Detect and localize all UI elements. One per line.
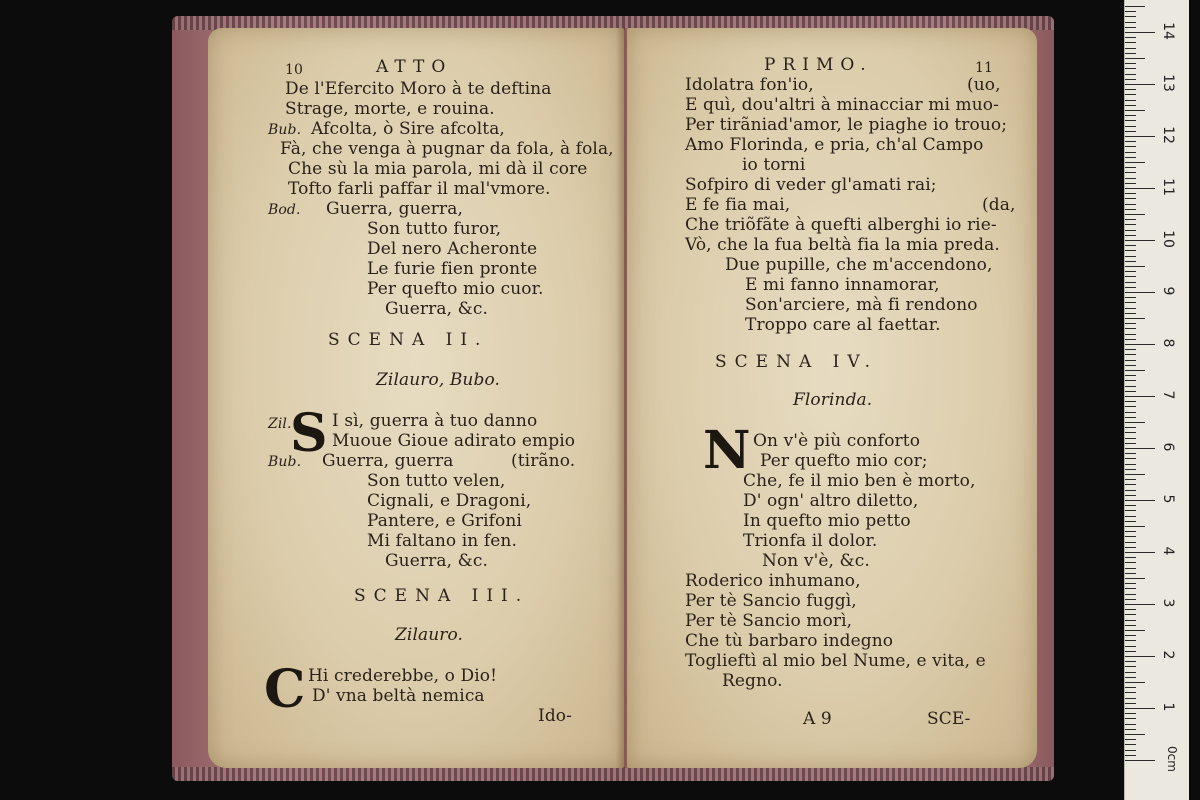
verse-line: Troppo care al faettar. [745, 315, 941, 335]
ruler-tick [1125, 152, 1136, 153]
verse-line: De l'Efercito Moro à te deftina [285, 79, 552, 99]
verse-line: Per quefto mio cor; [760, 451, 928, 471]
ruler-tick [1125, 505, 1136, 506]
ruler-tick [1125, 744, 1136, 745]
running-head: PRIMO. [764, 55, 873, 75]
verse-line: (da, [982, 195, 1016, 215]
ruler-number: 13 [1160, 74, 1176, 92]
verse-line: E mi fanno innamorar, [745, 275, 940, 295]
ruler-tick [1125, 734, 1145, 735]
ruler-tick [1125, 302, 1136, 303]
drop-capital: N [703, 420, 751, 481]
ruler-tick [1125, 458, 1136, 459]
ruler-tick [1125, 100, 1136, 101]
ruler-tick [1125, 687, 1136, 688]
ruler-tick [1125, 6, 1145, 7]
scene-heading: SCENA II. [328, 330, 489, 350]
ruler-number: 12 [1160, 126, 1176, 144]
drop-capital: S [290, 403, 328, 464]
ruler-tick [1125, 188, 1155, 189]
ruler-tick [1125, 500, 1155, 501]
ruler-tick [1125, 53, 1136, 54]
ruler-tick [1125, 708, 1155, 709]
ruler-tick [1125, 48, 1136, 49]
verse-line: Regno. [722, 671, 783, 691]
ruler-tick [1125, 557, 1136, 558]
verse-line: Guerra, guerra [322, 451, 454, 471]
ruler-tick [1125, 328, 1136, 329]
ruler-tick [1125, 750, 1136, 751]
verse-line: Amo Florinda, e pria, ch'al Campo [685, 135, 984, 155]
ruler-tick [1125, 495, 1136, 496]
ruler-tick [1125, 547, 1136, 548]
ruler-tick [1125, 27, 1136, 28]
ruler-tick [1125, 562, 1136, 563]
ruler-tick [1125, 692, 1136, 693]
ruler-tick [1125, 250, 1136, 251]
ruler-tick [1125, 313, 1136, 314]
ruler-tick [1125, 240, 1155, 241]
ruler-tick [1125, 110, 1145, 111]
ruler-tick [1125, 261, 1136, 262]
ruler-tick [1125, 349, 1136, 350]
ruler-tick [1125, 432, 1136, 433]
ruler-tick [1125, 370, 1145, 371]
verse-line: E fe fia mai, [685, 195, 791, 215]
verse-line: Guerra, guerra, [326, 199, 463, 219]
ruler-tick [1125, 16, 1136, 17]
ruler-tick [1125, 266, 1145, 267]
page-number: 10 [285, 62, 304, 78]
ruler-tick [1125, 573, 1136, 574]
ruler-tick [1125, 588, 1136, 589]
verse-line: Guerra, &c. [385, 299, 488, 319]
ruler-tick [1125, 344, 1155, 345]
ruler-number: 11 [1160, 178, 1176, 196]
ruler-tick [1125, 230, 1136, 231]
ruler-tick [1125, 594, 1136, 595]
ruler-number: 2 [1160, 650, 1176, 660]
ruler-tick [1125, 651, 1136, 652]
ruler-tick [1125, 115, 1136, 116]
ruler-tick [1125, 172, 1136, 173]
ruler-tick [1125, 63, 1136, 64]
scene-characters: Zilauro, Bubo. [376, 370, 501, 390]
ruler-tick [1125, 58, 1145, 59]
ruler-tick [1125, 630, 1145, 631]
ruler-tick [1125, 178, 1136, 179]
ruler-number: 10 [1160, 230, 1176, 248]
ruler-tick [1125, 729, 1136, 730]
verse-line: Son'arciere, mà fi rendono [745, 295, 978, 315]
ruler-tick [1125, 484, 1136, 485]
verse-line: Le furie fien pronte [367, 259, 538, 279]
verse-line: Pantere, e Grifoni [367, 511, 522, 531]
ruler-tick [1125, 318, 1145, 319]
ruler-number: 14 [1160, 22, 1176, 40]
ruler-tick [1125, 625, 1136, 626]
ruler-tick [1125, 448, 1155, 449]
ruler-tick [1125, 214, 1145, 215]
ruler-tick [1125, 609, 1136, 610]
ruler-tick [1125, 760, 1155, 761]
ruler-tick [1125, 365, 1136, 366]
ruler-tick [1125, 521, 1136, 522]
ruler-tick [1125, 412, 1136, 413]
scene-characters: Zilauro. [395, 625, 464, 645]
verse-line: I sì, guerra à tuo danno [332, 411, 538, 431]
ruler-number: 5 [1160, 494, 1176, 504]
ruler-tick [1125, 552, 1155, 553]
ruler-tick [1125, 84, 1155, 85]
ruler-tick [1125, 276, 1136, 277]
ruler-tick [1125, 531, 1136, 532]
verse-line: Per tè Sancio fuggì, [685, 591, 857, 611]
ruler-tick [1125, 536, 1136, 537]
ruler-tick [1125, 568, 1136, 569]
ruler-tick [1125, 105, 1136, 106]
ruler-tick [1125, 438, 1136, 439]
verse-line: Del nero Acheronte [367, 239, 538, 259]
ruler-tick [1125, 308, 1136, 309]
verse-line: Vò, che la fua beltà fia la mia preda. [685, 235, 1000, 255]
ruler-tick [1125, 183, 1136, 184]
ruler-tick [1125, 11, 1136, 12]
ruler-tick [1125, 635, 1136, 636]
verse-line: E quì, dou'altri à minacciar mi muo- [685, 95, 999, 115]
ruler-tick [1125, 661, 1136, 662]
ruler-tick [1125, 578, 1145, 579]
ruler-tick [1125, 224, 1136, 225]
ruler-tick [1125, 516, 1136, 517]
ruler-tick [1125, 256, 1136, 257]
ruler-tick [1125, 271, 1136, 272]
verse-line: Che triõfãte à quefti alberghi io rie- [685, 215, 997, 235]
ruler-tick [1125, 510, 1136, 511]
ruler-tick [1125, 464, 1136, 465]
ruler-tick [1125, 542, 1136, 543]
verse-line: On v'è più conforto [753, 431, 921, 451]
verse-line: Hi crederebbe, o Dio! [308, 666, 498, 686]
ruler-tick [1125, 406, 1136, 407]
ruler-tick [1125, 360, 1136, 361]
verse-line: Per tirãniad'amor, le piaghe io trouo; [685, 115, 1008, 135]
scene-heading: SCENA III. [354, 586, 530, 606]
ruler-tick [1125, 157, 1136, 158]
ruler-tick [1125, 334, 1136, 335]
verse-line: Per quefto mio cuor. [367, 279, 544, 299]
verse-line: Roderico inhumano, [685, 571, 861, 591]
ruler-tick [1125, 490, 1136, 491]
ruler-tick [1125, 219, 1136, 220]
ruler-tick [1125, 713, 1136, 714]
ruler-tick [1125, 22, 1136, 23]
page-number: 11 [975, 60, 994, 76]
ruler-number: 9 [1160, 286, 1176, 296]
ruler-tick [1125, 193, 1136, 194]
ruler-tick [1125, 391, 1136, 392]
measurement-ruler [1124, 0, 1189, 800]
ruler-tick [1125, 37, 1136, 38]
ruler-tick [1125, 209, 1136, 210]
catchword: SCE- [927, 709, 971, 729]
ruler-tick [1125, 396, 1155, 397]
verse-line: Non v'è, &c. [762, 551, 870, 571]
verse-line: Idolatra fon'io, [685, 75, 814, 95]
cover-edge-bottom [172, 767, 1054, 781]
verse-line: Strage, morte, e rouina. [285, 99, 495, 119]
ruler-tick [1125, 526, 1145, 527]
ruler-tick [1125, 131, 1136, 132]
verse-line: Che tù barbaro indegno [685, 631, 894, 651]
ruler-tick [1125, 646, 1136, 647]
ruler-tick [1125, 682, 1145, 683]
ruler-number: 4 [1160, 546, 1176, 556]
ruler-tick [1125, 146, 1136, 147]
ruler-tick [1125, 718, 1136, 719]
verse-line: (uo, [967, 75, 1001, 95]
verse-line: Cignali, e Dragoni, [367, 491, 532, 511]
ruler-tick [1125, 339, 1136, 340]
ruler-tick [1125, 401, 1136, 402]
ruler-tick [1125, 42, 1136, 43]
ruler-tick [1125, 443, 1136, 444]
ruler-tick [1125, 245, 1136, 246]
ruler-tick [1125, 386, 1136, 387]
ruler-tick [1125, 640, 1136, 641]
ruler-tick [1125, 755, 1136, 756]
ruler-tick [1125, 74, 1136, 75]
ruler-tick [1125, 287, 1136, 288]
ruler-tick [1125, 599, 1136, 600]
left-page [208, 28, 624, 768]
ruler-tick [1125, 126, 1136, 127]
scene-characters: Florinda. [793, 390, 873, 410]
ruler-tick [1125, 656, 1155, 657]
verse-line: Guerra, &c. [385, 551, 488, 571]
ruler-number: 3 [1160, 598, 1176, 608]
catchword: Ido- [538, 706, 572, 726]
verse-line: Mi faltano in fen. [367, 531, 517, 551]
ruler-number: 1 [1160, 702, 1176, 712]
ruler-tick [1125, 68, 1136, 69]
ruler-tick [1125, 453, 1136, 454]
verse-line: io torni [742, 155, 806, 175]
ruler-tick [1125, 79, 1136, 80]
ruler-number: 8 [1160, 338, 1176, 348]
ruler-tick [1125, 417, 1136, 418]
verse-line: Son tutto furor, [367, 219, 502, 239]
ruler-tick [1125, 354, 1136, 355]
verse-line: Sofpiro di veder gl'amati rai; [685, 175, 937, 195]
verse-line: Muoue Gioue adirato empio [332, 431, 576, 451]
ruler-tick [1125, 583, 1136, 584]
verse-line: In quefto mio petto [743, 511, 911, 531]
ruler-tick [1125, 604, 1155, 605]
speaker-label: Zil. [268, 416, 292, 432]
ruler-unit-label: 0cm [1165, 746, 1179, 772]
ruler-tick [1125, 282, 1136, 283]
ruler-number: 7 [1160, 390, 1176, 400]
ruler-tick [1125, 672, 1136, 673]
ruler-tick [1125, 136, 1155, 137]
ruler-tick [1125, 94, 1136, 95]
speaker-label: Bub. [268, 454, 302, 470]
verse-line: (tirãno. [511, 451, 576, 471]
ruler-tick [1125, 297, 1136, 298]
ruler-tick [1125, 141, 1136, 142]
ruler-tick [1125, 469, 1136, 470]
ruler-tick [1125, 198, 1136, 199]
ruler-tick [1125, 614, 1136, 615]
ruler-tick [1125, 32, 1155, 33]
verse-line: D' ogn' altro diletto, [743, 491, 919, 511]
ruler-tick [1125, 474, 1145, 475]
scene-heading: SCENA IV. [715, 352, 879, 372]
ruler-tick [1125, 292, 1155, 293]
verse-line: Per tè Sancio morì, [685, 611, 853, 631]
ruler-tick [1125, 427, 1136, 428]
ruler-tick [1125, 666, 1136, 667]
ruler-tick [1125, 422, 1145, 423]
ruler-tick [1125, 162, 1145, 163]
ruler-number: 6 [1160, 442, 1176, 452]
signature-mark: A 9 [803, 709, 832, 729]
ruler-tick [1125, 380, 1136, 381]
ruler-tick [1125, 167, 1136, 168]
ruler-tick [1125, 323, 1136, 324]
ruler-tick [1125, 89, 1136, 90]
verse-line: Fà, che venga à pugnar da fola, à fola, [280, 139, 614, 159]
verse-line: D' vna beltà nemica [312, 686, 485, 706]
verse-line: Che sù la mia parola, mi dà il core [288, 159, 588, 179]
ruler-tick [1125, 739, 1136, 740]
verse-line: Son tutto velen, [367, 471, 506, 491]
speaker-label: Bod. [268, 202, 301, 218]
ruler-tick [1125, 204, 1136, 205]
ruler-tick [1125, 677, 1136, 678]
verse-line: Toglieftì al mio bel Nume, e vita, e [685, 651, 986, 671]
ruler-tick [1125, 375, 1136, 376]
ruler-tick [1125, 698, 1136, 699]
verse-line: Tofto farli paffar il mal'vmore. [288, 179, 551, 199]
ruler-tick [1125, 620, 1136, 621]
verse-line: Due pupille, che m'accendono, [725, 255, 993, 275]
speaker-label: Bub. [268, 122, 302, 138]
ruler-tick [1125, 703, 1136, 704]
verse-line: Che, fe il mio ben è morto, [743, 471, 976, 491]
verse-line: Trionfa il dolor. [743, 531, 878, 551]
running-head: ATTO [376, 57, 453, 77]
ruler-tick [1125, 235, 1136, 236]
ruler-tick [1125, 120, 1136, 121]
verse-line: Afcolta, ò Sire afcolta, [311, 119, 505, 139]
right-page [627, 28, 1037, 768]
ruler-tick [1125, 479, 1136, 480]
ruler-tick [1125, 724, 1136, 725]
drop-capital: C [264, 659, 306, 720]
